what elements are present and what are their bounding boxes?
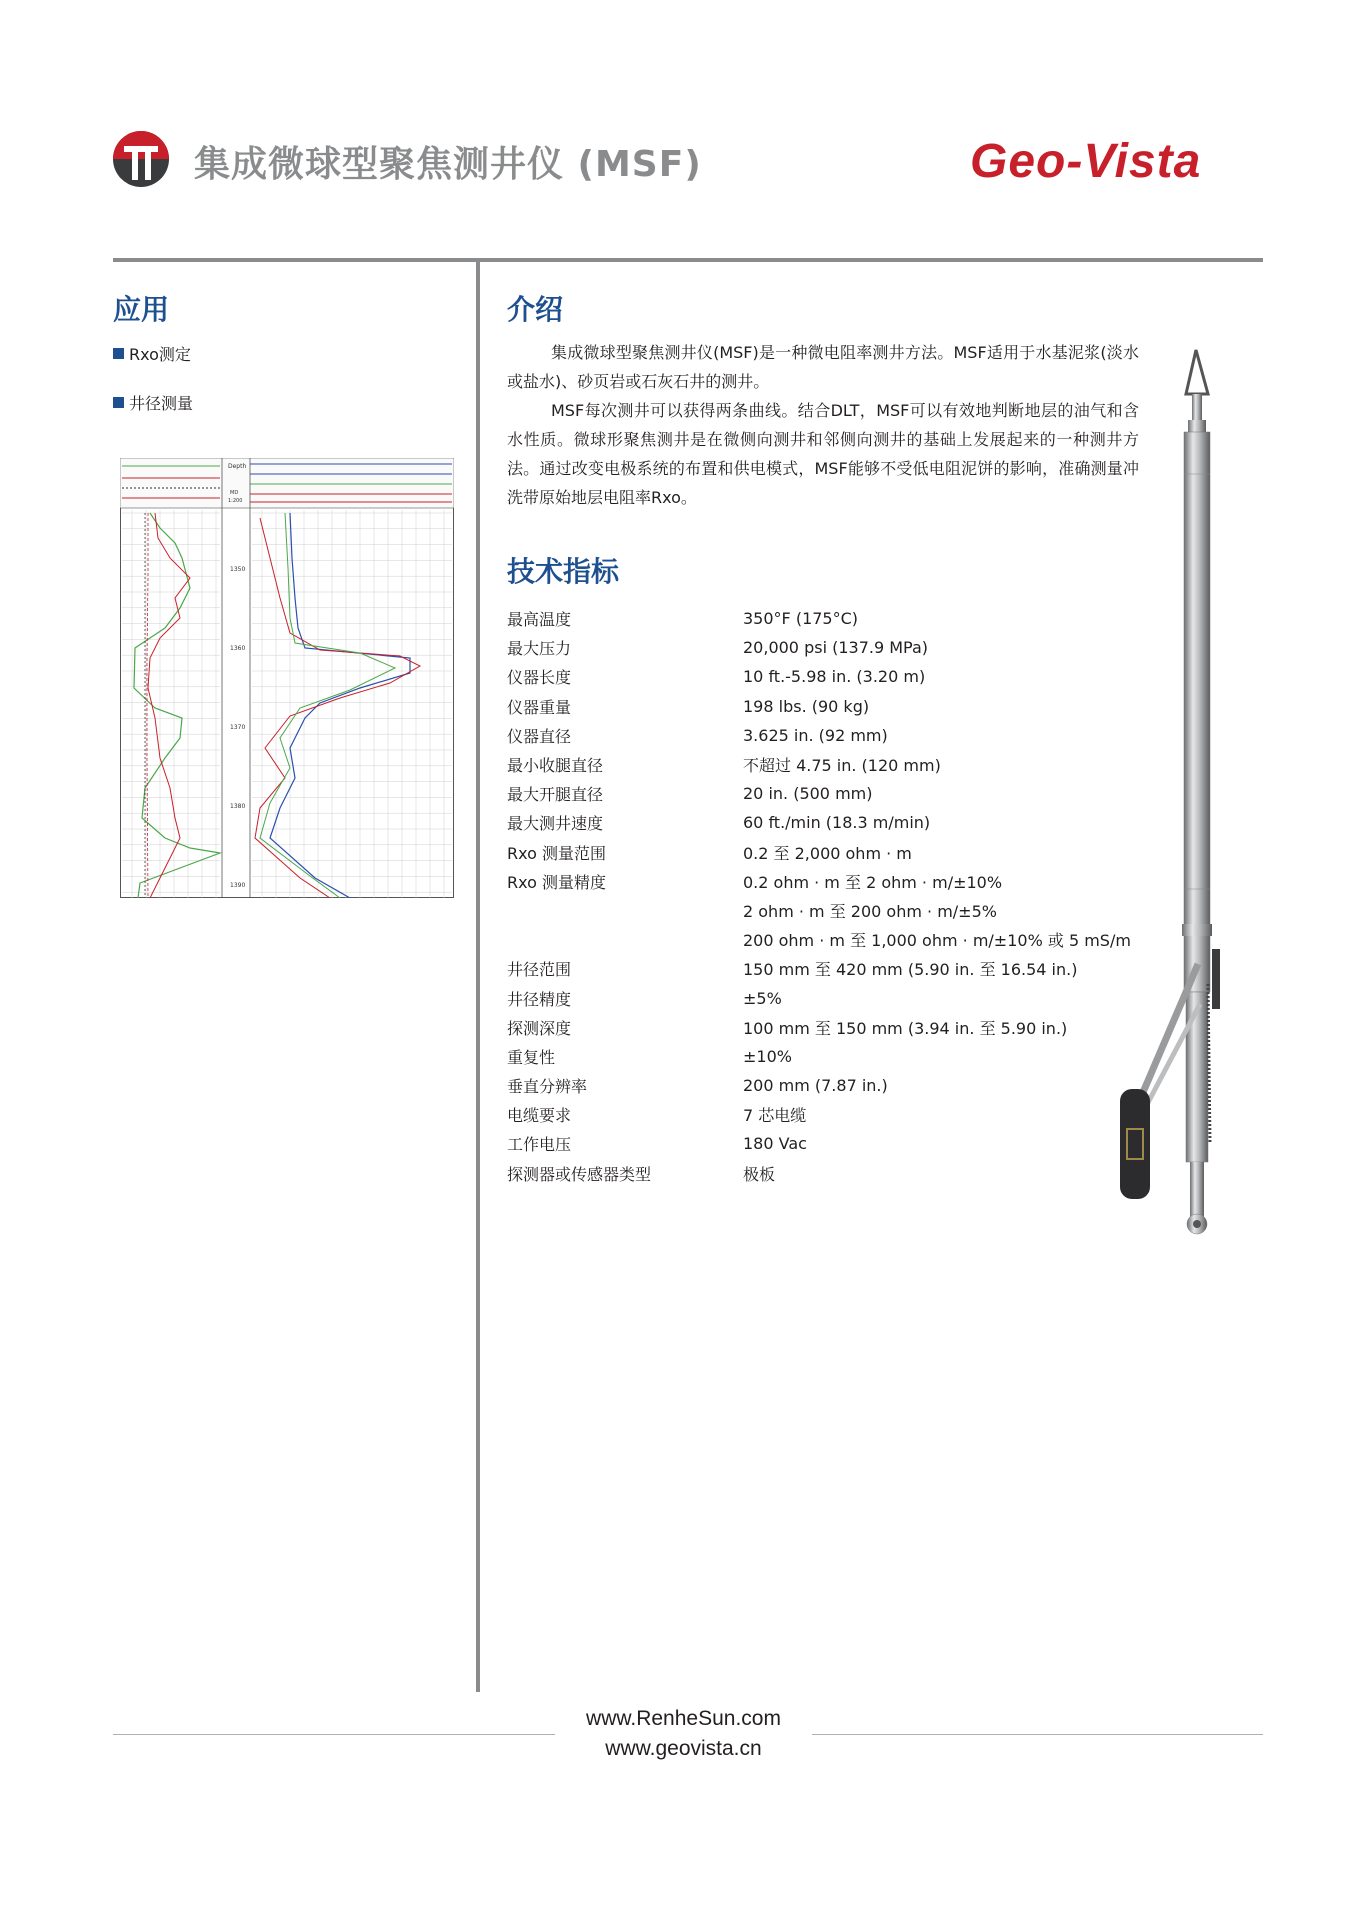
- spec-label: 仪器重量: [507, 697, 572, 717]
- spec-row: [507, 1159, 1131, 1188]
- spec-row: [507, 1042, 1131, 1071]
- spec-value: 60 ft./min (18.3 m/min): [743, 813, 931, 833]
- spec-row: [507, 662, 1131, 691]
- spec-row: [507, 1013, 1131, 1042]
- spec-label: 井径精度: [507, 989, 572, 1009]
- intro-paragraph: 集成微球型聚焦测井仪(MSF)是一种微电阻率测井方法。MSF适用于水基泥浆(淡水或盐水)、砂页岩或石灰石井的测井。: [507, 343, 1139, 391]
- chart-header-label: Depth: [228, 463, 247, 470]
- spec-label: 最大测井速度: [507, 814, 604, 834]
- spec-row: [507, 954, 1131, 983]
- spec-row: [507, 867, 1131, 896]
- brand-logo-text: Geo-Vista: [970, 135, 1202, 188]
- spec-label: [507, 925, 743, 954]
- spec-label: 重复性: [507, 1047, 556, 1067]
- page-title: 集成微球型聚焦测井仪 (MSF): [194, 144, 702, 185]
- spec-row: [507, 633, 1131, 662]
- spec-label: [507, 896, 743, 925]
- spec-value: 180 Vac: [743, 1134, 807, 1154]
- spec-row: [507, 604, 1131, 633]
- application-item: [113, 342, 191, 365]
- spec-row: [507, 750, 1131, 779]
- spec-row: [507, 808, 1131, 837]
- spec-value: 200 ohm · m 至 1,000 ohm · m/±10% 或 5 mS/m: [743, 931, 1131, 951]
- spec-value: 200 mm (7.87 in.): [743, 1076, 888, 1096]
- spec-value: ±10%: [743, 1046, 792, 1066]
- spec-value: 7 芯电缆: [743, 1106, 807, 1126]
- spec-row: [507, 1129, 1131, 1158]
- spec-value: 10 ft.-5.98 in. (3.20 m): [743, 667, 926, 687]
- spec-value: 极板: [743, 1164, 776, 1184]
- spec-row: [507, 983, 1131, 1012]
- well-log-chart: [120, 458, 454, 898]
- intro-heading: 介绍: [507, 293, 564, 326]
- spec-label: 探测器或传感器类型: [507, 1164, 652, 1184]
- depth-tick-label: 1370: [230, 724, 246, 731]
- specs-table: [507, 604, 1131, 1188]
- application-item-label: Rxo测定: [129, 345, 191, 364]
- spec-label: 最大开腿直径: [507, 785, 604, 805]
- depth-tick-label: 1360: [230, 645, 246, 652]
- spec-value: 0.2 至 2,000 ohm · m: [743, 843, 912, 863]
- applications-heading: 应用: [113, 293, 170, 326]
- spec-label: 仪器直径: [507, 726, 572, 746]
- spec-label: Rxo 测量范围: [507, 843, 606, 863]
- spec-row: [507, 896, 1131, 925]
- spec-row: [507, 838, 1131, 867]
- footer-divider-left: [113, 1734, 555, 1735]
- msf-tool-image: [1118, 344, 1238, 1239]
- spec-label: 最大压力: [507, 639, 572, 659]
- spec-label: 井径范围: [507, 960, 572, 980]
- depth-tick-label: 1390: [230, 882, 246, 889]
- spec-value: 150 mm 至 420 mm (5.90 in. 至 16.54 in.): [743, 960, 1078, 980]
- footer-url[interactable]: www.geovista.cn: [605, 1737, 762, 1760]
- spec-label: 仪器长度: [507, 668, 572, 688]
- spec-label: 电缆要求: [507, 1106, 572, 1126]
- specs-heading: 技术指标: [507, 555, 620, 588]
- depth-tick-label: 1380: [230, 803, 246, 810]
- spec-value: 3.625 in. (92 mm): [743, 725, 888, 745]
- footer-url[interactable]: www.RenheSun.com: [586, 1707, 781, 1730]
- spec-value: 20,000 psi (137.9 MPa): [743, 638, 929, 658]
- spec-label: Rxo 测量精度: [507, 872, 606, 892]
- chart-header-label: MD: [230, 490, 239, 496]
- spec-row: [507, 1071, 1131, 1100]
- bullet-square-icon: [113, 397, 124, 408]
- spec-value: 100 mm 至 150 mm (3.94 in. 至 5.90 in.): [743, 1018, 1068, 1038]
- application-item: [113, 391, 193, 414]
- intro-paragraph: MSF每次测井可以获得两条曲线。结合DLT，MSF可以有效地判断地层的油气和含水性质。微球形聚焦测井是在微侧向测井和邻侧向测井的基础上发展起来的一种测井方法。通过改变电极系统的布置和供电模式，MSF能够不受低电阻泥饼的影响，准确测量冲洗带原始地层电阻率Rxo。: [507, 401, 1139, 507]
- spec-row: [507, 721, 1131, 750]
- spec-value: 2 ohm · m 至 200 ohm · m/±5%: [743, 901, 997, 921]
- spec-value: ±5%: [743, 988, 782, 1008]
- spec-row: [507, 1100, 1131, 1129]
- spec-label: 最高温度: [507, 610, 572, 630]
- footer-divider-right: [812, 1734, 1263, 1735]
- spec-value: 350°F (175°C): [743, 609, 859, 629]
- chart-header-label: 1:200: [228, 498, 243, 504]
- spec-label: 垂直分辨率: [507, 1077, 588, 1097]
- spec-row: [507, 692, 1131, 721]
- bullet-square-icon: [113, 348, 124, 359]
- spec-label: 最小收腿直径: [507, 756, 604, 776]
- spec-value: 不超过 4.75 in. (120 mm): [743, 756, 941, 776]
- company-logo-icon: [112, 130, 170, 188]
- column-divider: [476, 262, 480, 1692]
- spec-row: [507, 779, 1131, 808]
- spec-row: [507, 925, 1131, 954]
- depth-tick-label: 1350: [230, 566, 246, 573]
- spec-label: 工作电压: [507, 1135, 572, 1155]
- spec-value: 20 in. (500 mm): [743, 784, 873, 804]
- spec-label: 探测深度: [507, 1018, 572, 1038]
- header-divider: [113, 258, 1263, 262]
- spec-value: 198 lbs. (90 kg): [743, 696, 870, 716]
- application-item-label: 井径测量: [129, 394, 194, 413]
- spec-value: 0.2 ohm · m 至 2 ohm · m/±10%: [743, 872, 1003, 892]
